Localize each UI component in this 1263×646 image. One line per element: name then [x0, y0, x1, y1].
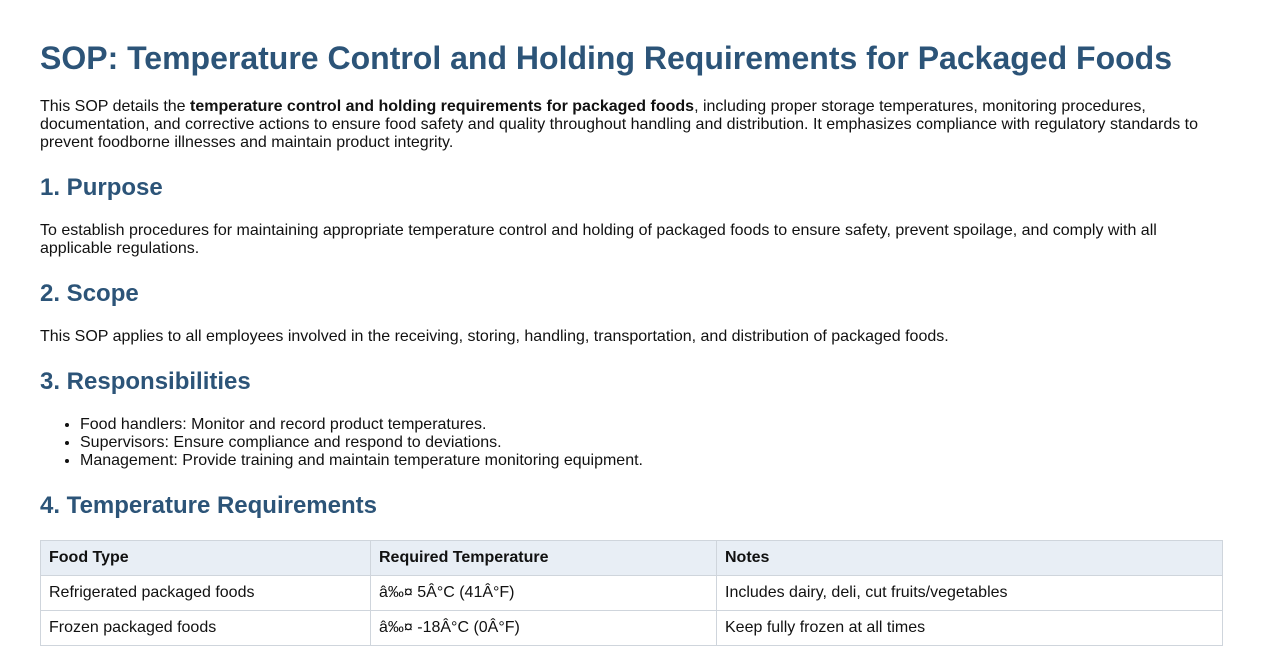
column-header-food-type: Food Type — [41, 541, 371, 576]
table-cell: â‰¤ 5Â°C (41Â°F) — [371, 576, 717, 611]
table-cell: Keep fully frozen at all times — [717, 611, 1223, 646]
temperature-heading: 4. Temperature Requirements — [40, 492, 377, 519]
table-cell: Includes dairy, deli, cut fruits/vegetables — [717, 576, 1223, 611]
intro-paragraph — [40, 98, 1223, 152]
list-item: • Supervisors: Ensure compliance and respond to deviations. — [80, 434, 1223, 452]
table-row — [41, 611, 1223, 646]
purpose-heading: 1. Purpose — [40, 174, 163, 201]
table-header-row — [41, 541, 1223, 576]
intro-bold: temperature control and holding requirements for packaged foods — [190, 98, 695, 115]
scope-heading: 2. Scope — [40, 280, 139, 307]
intro-suffix: , including proper storage temperatures, monitoring procedures, documentation, and corrective actions to ensure food safety and quality throughout handling and distribution. It emphasizes compliance with regulatory standards to prevent foodborne illnesses and maintain product integrity. — [40, 98, 1199, 151]
table-row — [41, 576, 1223, 611]
table-cell: Frozen packaged foods — [41, 611, 371, 646]
responsibilities-list — [40, 416, 1223, 470]
scope-text: This SOP applies to all employees involved in the receiving, storing, handling, transportation, and distribution of packaged foods. — [40, 328, 949, 345]
responsibilities-heading: 3. Responsibilities — [40, 368, 251, 395]
page-title: SOP: Temperature Control and Holding Requirements for Packaged Foods — [40, 40, 1172, 76]
intro-prefix: This SOP details the — [40, 98, 190, 115]
list-item: • Food handlers: Monitor and record product temperatures. — [80, 416, 1223, 434]
column-header-required-temperature: Required Temperature — [371, 541, 717, 576]
table-cell: Refrigerated packaged foods — [41, 576, 371, 611]
purpose-text: To establish procedures for maintaining appropriate temperature control and holding of packaged foods to ensure safety, prevent spoilage, and comply with all applicable regulations. — [40, 222, 1157, 257]
column-header-notes: Notes — [717, 541, 1223, 576]
table-cell: â‰¤ -18Â°C (0Â°F) — [371, 611, 717, 646]
temperature-table — [40, 540, 1223, 646]
list-item: • Management: Provide training and maintain temperature monitoring equipment. — [80, 452, 1223, 470]
